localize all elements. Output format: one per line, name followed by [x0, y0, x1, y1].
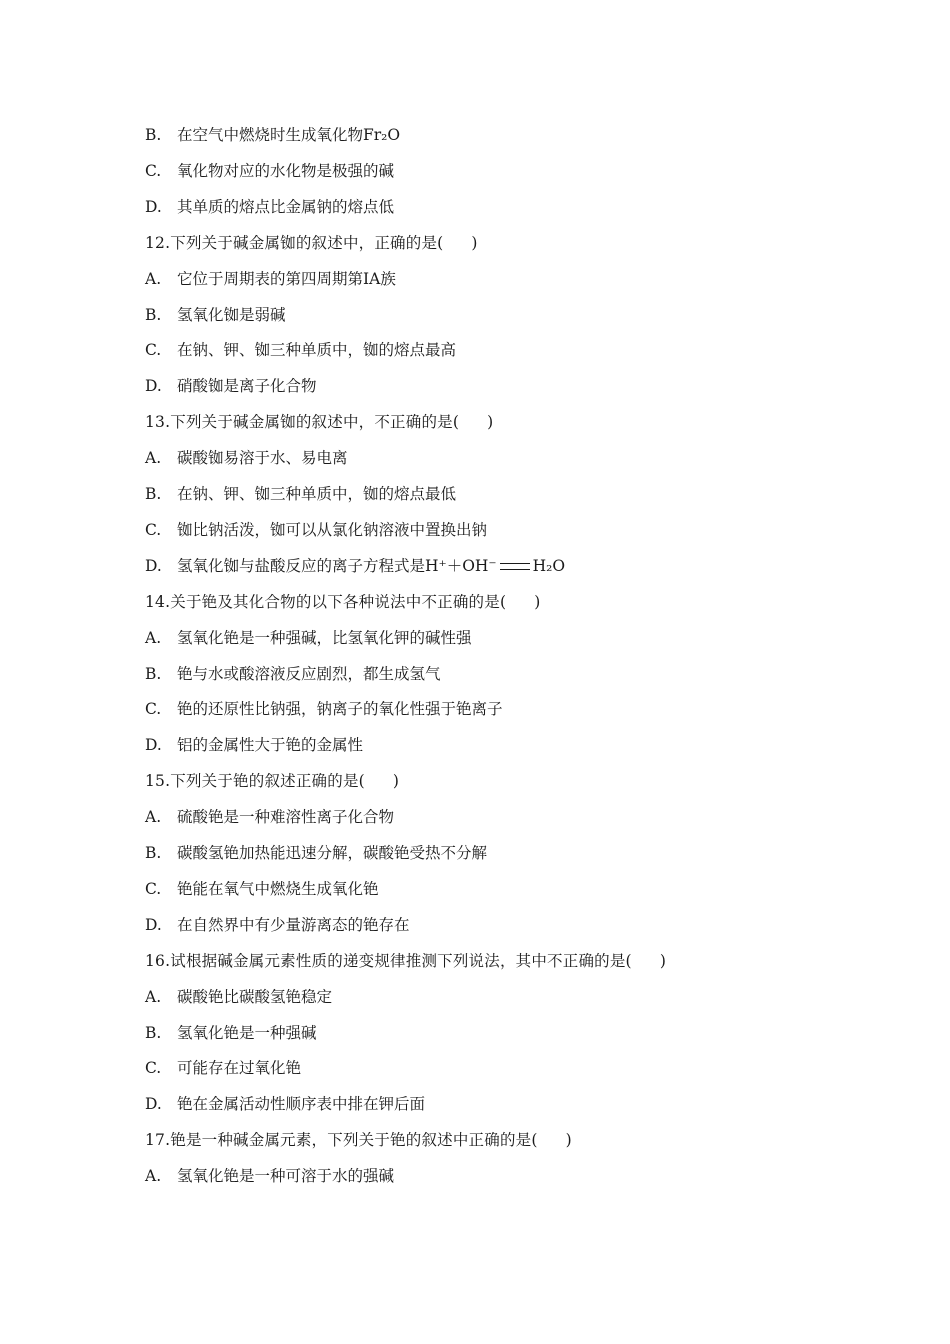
option-text: 氢氧化铷与盐酸反应的离子方程式是H⁺＋OH⁻ [177, 557, 497, 575]
option-letter: C. [145, 700, 162, 718]
question-text: 13.下列关于碱金属铷的叙述中，不正确的是( [145, 413, 460, 431]
option-letter: D. [145, 1095, 162, 1113]
option-text: 硝酸铷是离子化合物 [177, 377, 317, 395]
option-letter: A. [145, 449, 162, 467]
option-letter: C. [145, 162, 162, 180]
answer-option [145, 699, 503, 719]
option-text: 铯在金属活动性顺序表中排在钾后面 [177, 1095, 426, 1113]
close-paren: ) [534, 593, 541, 611]
answer-option [145, 305, 286, 325]
reaction-equals-sign [500, 563, 530, 570]
option-letter: A. [145, 988, 162, 1006]
answer-option [145, 197, 394, 217]
option-text: 碳酸铷易溶于水、易电离 [177, 449, 348, 467]
close-paren: ) [659, 952, 667, 970]
close-paren: ) [565, 1131, 572, 1149]
option-text: 氢氧化铯是一种可溶于水的强碱 [177, 1167, 395, 1185]
question-stem [145, 592, 540, 612]
option-letter: B. [145, 1024, 162, 1042]
option-letter: A. [145, 629, 162, 647]
option-text: 氢氧化铷是弱碱 [177, 306, 286, 324]
answer-option [145, 269, 396, 289]
option-text: 在自然界中有少量游离态的铯存在 [177, 916, 410, 934]
option-letter: D. [145, 736, 162, 754]
answer-option [145, 987, 332, 1007]
option-letter: B. [145, 844, 162, 862]
option-text: 氢氧化铯是一种强碱，比氢氧化钾的碱性强 [177, 629, 472, 647]
question-stem [145, 1130, 572, 1150]
option-letter: B. [145, 306, 162, 324]
option-letter: C. [145, 880, 162, 898]
close-paren: ) [392, 772, 400, 790]
option-letter: D. [145, 916, 162, 934]
question-text: 17.铯是一种碱金属元素，下列关于铯的叙述中正确的是( [145, 1131, 538, 1149]
question-text: 15.下列关于铯的叙述正确的是( [145, 772, 365, 790]
option-letter: A. [145, 808, 162, 826]
option-letter: A. [145, 1167, 162, 1185]
option-text: 铝的金属性大于铯的金属性 [177, 736, 364, 754]
answer-option [145, 628, 472, 648]
option-letter: B. [145, 126, 162, 144]
answer-option [145, 807, 394, 827]
question-stem [145, 412, 493, 432]
option-letter: C. [145, 341, 162, 359]
option-text: 硫酸铯是一种难溶性离子化合物 [177, 808, 395, 826]
answer-option [145, 448, 348, 468]
answer-option [145, 161, 394, 181]
answer-option [145, 915, 410, 935]
option-letter: C. [145, 521, 162, 539]
option-letter: D. [145, 557, 162, 575]
option-letter: A. [145, 270, 162, 288]
question-stem [145, 951, 666, 971]
answer-option [145, 664, 441, 684]
answer-option [145, 556, 565, 576]
option-text: 铷比钠活泼，铷可以从氯化钠溶液中置换出钠 [177, 521, 488, 539]
answer-option [145, 1058, 301, 1078]
answer-option [145, 376, 317, 396]
question-text: 12.下列关于碱金属铷的叙述中，正确的是( [145, 234, 444, 252]
question-text: 14.关于铯及其化合物的以下各种说法中不正确的是( [145, 593, 507, 611]
option-text: 氧化物对应的水化物是极强的碱 [177, 162, 395, 180]
option-text: 在钠、钾、铷三种单质中，铷的熔点最高 [177, 341, 457, 359]
option-text: 铯与水或酸溶液反应剧烈，都生成氢气 [177, 665, 441, 683]
answer-option [145, 1094, 425, 1114]
close-paren: ) [487, 413, 494, 431]
answer-option [145, 520, 487, 540]
answer-option [145, 843, 487, 863]
option-text: 碳酸铯比碳酸氢铯稳定 [177, 988, 333, 1006]
answer-option [145, 879, 379, 899]
option-letter: B. [145, 665, 162, 683]
option-text: 它位于周期表的第四周期第ⅠA族 [177, 270, 396, 288]
question-stem [145, 771, 399, 791]
option-text: 其单质的熔点比金属钠的熔点低 [177, 198, 395, 216]
option-text: 在空气中燃烧时生成氧化物Fr₂O [177, 126, 401, 144]
equation-product: H₂O [532, 557, 566, 575]
option-letter: D. [145, 198, 162, 216]
question-stem [145, 233, 478, 253]
option-letter: B. [145, 485, 162, 503]
option-letter: C. [145, 1059, 162, 1077]
option-text: 可能存在过氧化铯 [177, 1059, 302, 1077]
option-letter: D. [145, 377, 162, 395]
option-text: 氢氧化铯是一种强碱 [177, 1024, 317, 1042]
option-text: 铯的还原性比钠强，钠离子的氧化性强于铯离子 [177, 700, 503, 718]
question-text: 16.试根据碱金属元素性质的递变规律推测下列说法，其中不正确的是( [145, 952, 632, 970]
answer-option [145, 1023, 317, 1043]
answer-option [145, 340, 456, 360]
answer-option [145, 735, 363, 755]
close-paren: ) [471, 234, 478, 252]
answer-option [145, 484, 456, 504]
option-text: 碳酸氢铯加热能迅速分解，碳酸铯受热不分解 [177, 844, 488, 862]
option-text: 在钠、钾、铷三种单质中，铷的熔点最低 [177, 485, 457, 503]
answer-option [145, 1166, 394, 1186]
option-text: 铯能在氧气中燃烧生成氧化铯 [177, 880, 379, 898]
answer-option [145, 125, 400, 145]
